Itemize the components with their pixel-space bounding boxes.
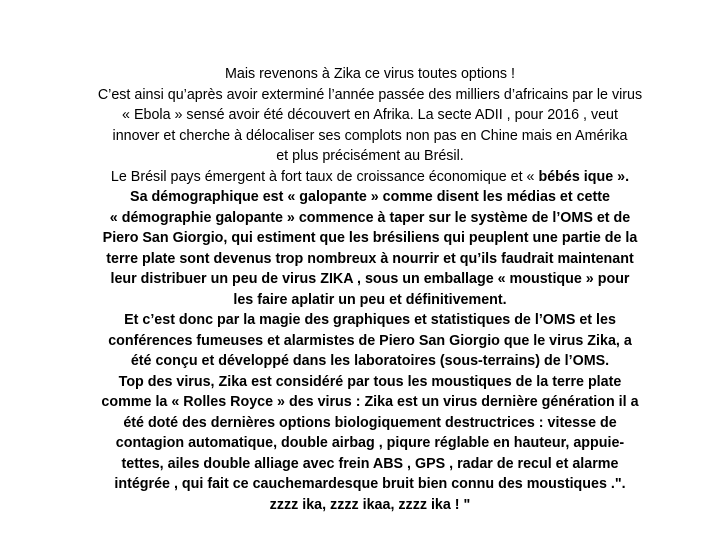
bold-text-segment: conférences fumeuses et alarmistes de Piero San Giorgio que le virus Zika, a [108,332,632,349]
text-line [40,433,700,454]
bold-text-segment: zzzz ika, zzzz ikaa, zzzz ika ! " [269,496,471,513]
bold-text-segment: contagion automatique, double airbag , piqure réglable en hauteur, appuie- [115,435,625,451]
text-line [40,64,700,85]
text-line [40,290,700,311]
text-line [40,351,700,372]
text-line [40,126,700,147]
text-segment: et plus précisément au Brésil. [276,148,464,164]
text-line [40,249,700,270]
bold-text-segment: Piero San Giorgio, qui estiment que les brésiliens qui peuplent une partie de la [102,230,638,246]
text-line [40,146,700,167]
bold-text-segment: tettes, ailes double alliage avec frein ABS , GPS , radar de recul et alarme [121,455,619,472]
bold-text-segment: intégrée , qui fait ce cauchemardesque bruit bien connu des moustiques .". [114,476,626,492]
text-line [40,413,700,434]
text-segment: « Ebola » sensé avoir été découvert en Afrika. La secte ADII , pour 2016 , veut [122,107,618,123]
text-line [40,454,700,475]
bold-text-segment: été doté des dernières options biologiquement destructrices : vitesse de [123,414,617,431]
text-line [40,310,700,331]
text-line [40,85,700,106]
bold-text-segment: Et c’est donc par la magie des graphiques et statistiques de l’OMS et les [124,312,616,328]
text-line [40,228,700,249]
bold-text-segment: Sa démographique est « galopante » comme disent les médias et cette [130,189,610,205]
text-segment: innover et cherche à délocaliser ses complots non pas en Chine mais en Amérika [112,127,628,144]
text-line [40,208,700,229]
bold-text-segment: bébés ique ». [538,168,630,185]
text-line [40,392,700,413]
bold-text-segment: les faire aplatir un peu et définitivement. [233,291,507,308]
text-line [40,495,700,516]
bold-text-segment: été conçu et développé dans les laboratoires (sous-terrains) de l’OMS. [130,353,610,369]
text-segment: C’est ainsi qu’après avoir exterminé l’année passée des milliers d’africains par le virus [97,86,643,103]
text-line [40,269,700,290]
text-segment: Le Brésil pays émergent à fort taux de croissance économique et « [110,168,539,185]
text-segment: Mais revenons à Zika ce virus toutes options ! [224,66,516,82]
text-line [40,372,700,393]
bold-text-segment: leur distribuer un peu de virus ZIKA , sous un emballage « moustique » pour [110,271,630,287]
text-line [40,187,700,208]
text-line [40,474,700,495]
bold-text-segment: terre plate sont devenus trop nombreux à nourrir et qu’ils faudrait maintenant [106,250,634,267]
text-line [40,105,700,126]
body-text [40,64,700,515]
text-line [40,167,700,188]
bold-text-segment: Top des virus, Zika est considéré par tous les moustiques de la terre plate [118,373,622,390]
text-line [40,331,700,352]
bold-text-segment: « démographie galopante » commence à taper sur le système de l’OMS et de [109,209,631,226]
bold-text-segment: comme la « Rolles Royce » des virus : Zika est un virus dernière génération il a [101,394,639,410]
